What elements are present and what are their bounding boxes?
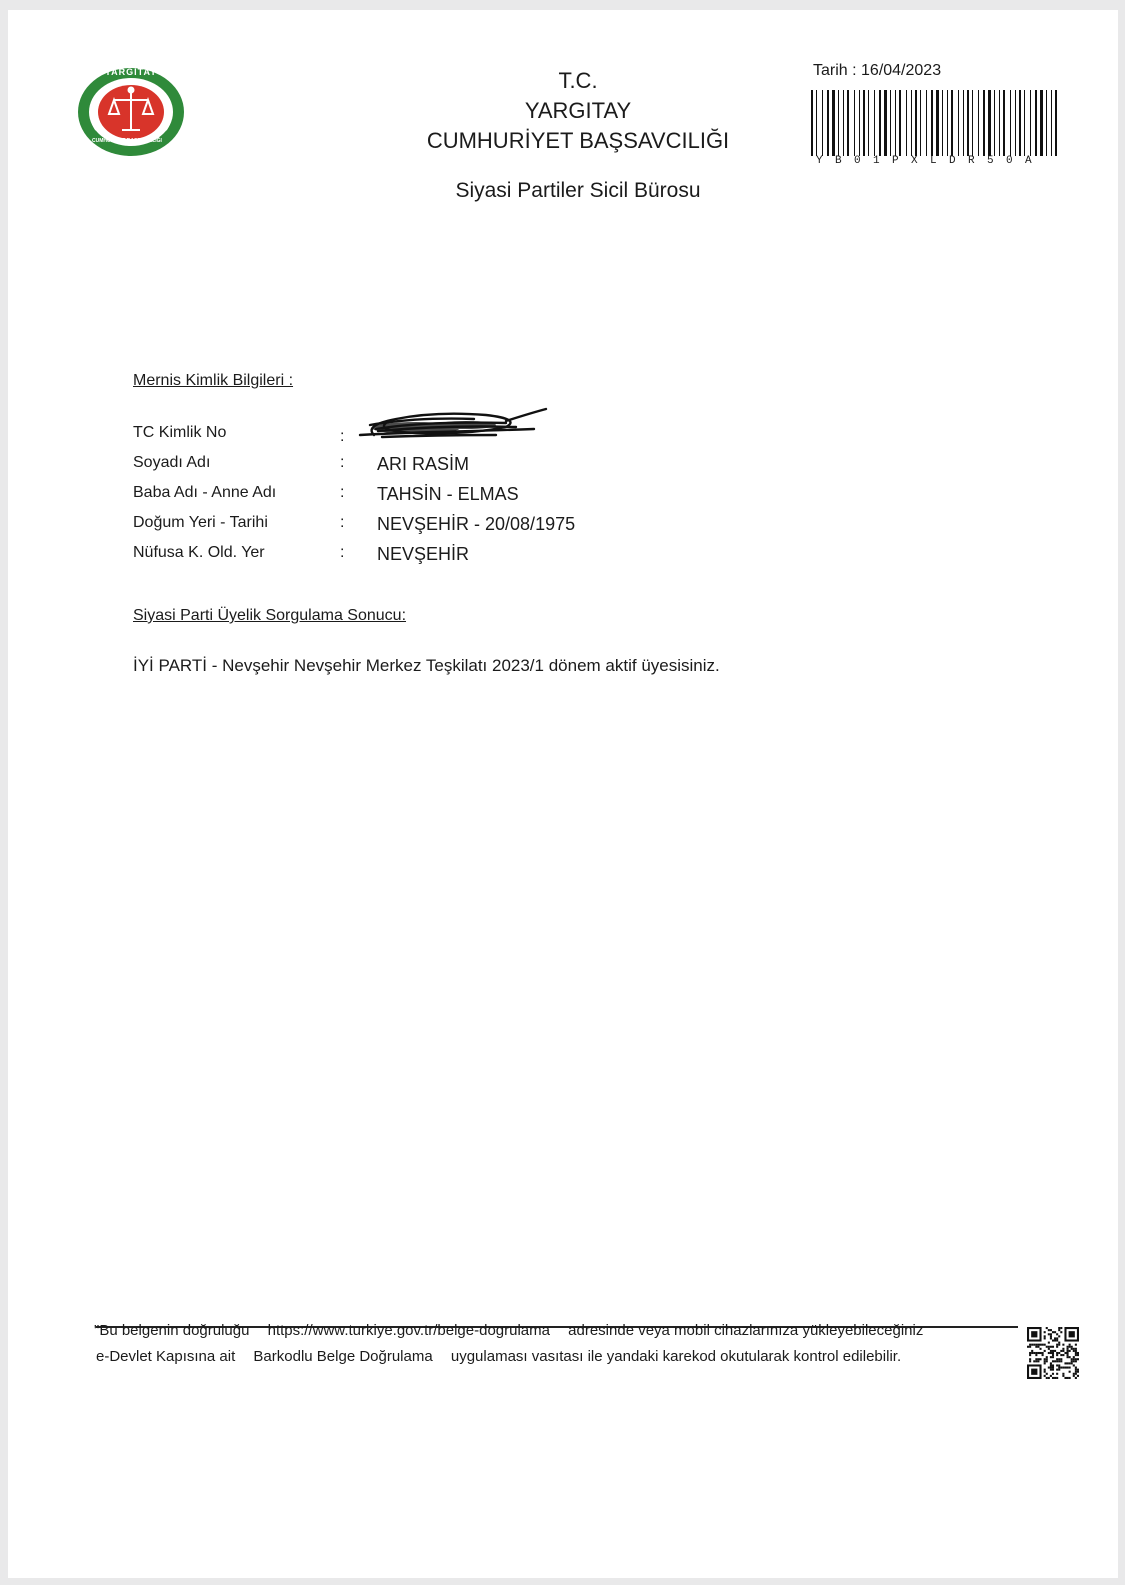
qr-module [1071,1360,1073,1362]
barcode-bar [899,90,901,156]
qr-module [1075,1377,1077,1379]
qr-module [1075,1350,1077,1352]
qr-module [1073,1358,1075,1360]
qr-module [1035,1352,1037,1354]
qr-module [1069,1344,1071,1346]
qr-module [1060,1360,1062,1362]
qr-module [1031,1350,1033,1352]
field-value: NEVŞEHİR [377,544,470,564]
qr-module [1044,1335,1046,1337]
qr-module [1067,1354,1069,1356]
qr-module [1052,1331,1054,1333]
qr-module [1042,1352,1044,1354]
footer-line-1 [94,1322,937,1339]
qr-module [1029,1352,1031,1354]
qr-module [1035,1344,1037,1346]
qr-module [1067,1350,1069,1352]
qr-module [1037,1358,1039,1360]
qr-module [1052,1356,1054,1358]
footer-line-2 [96,1348,915,1365]
qr-module [1062,1350,1064,1352]
qr-module [1073,1348,1075,1350]
qr-module [1050,1346,1052,1348]
qr-module [1056,1346,1058,1348]
qr-module [1062,1344,1064,1346]
field-label: Nüfusa K. Old. Yer [133,544,265,561]
qr-module [1044,1358,1046,1360]
qr-module [1044,1371,1046,1373]
qr-module [1058,1335,1060,1337]
qr-module [1031,1352,1033,1354]
qr-module [1054,1350,1056,1352]
barcode-bar [863,90,865,156]
qr-module [1054,1360,1056,1362]
qr-module [1050,1329,1052,1331]
field-colon: : [340,484,345,501]
redaction-scribble [356,405,551,447]
qr-module [1071,1346,1073,1348]
qr-module [1067,1348,1069,1350]
qr-module [1067,1356,1069,1358]
barcode [811,90,1057,158]
field-colon: : [340,544,345,561]
barcode-bar [947,90,948,156]
barcode-bar [967,90,969,156]
footer-text: uygulaması vasıtası ile yandaki karekod okutularak kontrol edilebilir. [450,1348,902,1365]
qr-module [1048,1348,1050,1350]
field-label: Doğum Yeri - Tarihi [133,514,268,531]
qr-module [1044,1331,1046,1333]
barcode-bar [868,90,869,156]
qr-module [1058,1360,1060,1362]
qr-module [1069,1362,1071,1364]
qr-module [1048,1333,1050,1335]
qr-module [1054,1331,1056,1333]
barcode-bar [936,90,939,156]
qr-module [1050,1369,1052,1371]
qr-module [1027,1346,1029,1348]
barcode-bar [1051,90,1052,156]
qr-module [1031,1344,1033,1346]
footer-text: adresinde veya mobil cihazlarınıza yükleyebileceğiniz [568,1322,924,1339]
document-date: Tarih : 16/04/2023 [813,62,942,79]
qr-module [1048,1329,1050,1331]
field-dogum-yeri-tarihi [133,510,833,540]
barcode-bar [1010,90,1011,156]
qr-module [1037,1360,1039,1362]
qr-module [1050,1350,1052,1352]
header-subtitle: Siyasi Partiler Sicil Bürosu [455,179,701,202]
barcode-bar [958,90,959,156]
barcode-bar [884,90,887,156]
qr-module [1050,1375,1052,1377]
qr-module [1048,1352,1050,1354]
qr-module [1067,1362,1069,1364]
field-colon: : [340,428,345,445]
qr-module [1064,1377,1066,1379]
qr-module [1050,1337,1052,1339]
barcode-bar [915,90,917,156]
qr-module [1077,1375,1079,1377]
qr-module [1058,1342,1060,1344]
yargitay-logo [76,66,186,158]
barcode-bar [1015,90,1016,156]
qr-module [1050,1356,1052,1358]
qr-module [1048,1377,1050,1379]
barcode-bar [951,90,953,156]
qr-module [1056,1358,1058,1360]
barcode-bar [811,90,813,156]
qr-module [1058,1358,1060,1360]
qr-module [1044,1350,1046,1352]
identity-section-title: Mernis Kimlik Bilgileri : [133,372,294,389]
qr-module [1073,1360,1075,1362]
barcode-bar [1019,90,1021,156]
qr-module [1060,1331,1062,1333]
qr-module [1075,1358,1077,1360]
qr-module [1050,1364,1052,1366]
barcode-bar [1024,90,1025,156]
qr-module [1029,1346,1031,1348]
barcode-bar [911,90,912,156]
qr-module [1069,1371,1071,1373]
qr-module [1062,1348,1064,1350]
qr-module [1060,1350,1062,1352]
header-tc: T.C. [558,68,598,93]
barcode-bar [895,90,896,156]
qr-module [1069,1331,1075,1337]
qr-module [1035,1354,1037,1356]
barcode-bar [843,90,844,156]
qr-module [1077,1369,1079,1371]
membership-section-title: Siyasi Parti Üyelik Sorgulama Sonucu: [133,607,407,624]
qr-module [1048,1367,1050,1369]
qr-module [1052,1367,1054,1369]
field-label: TC Kimlik No [133,424,227,441]
barcode-bar [847,90,849,156]
qr-module [1060,1327,1062,1329]
qr-module [1069,1356,1071,1358]
qr-module [1048,1346,1050,1348]
qr-module [1071,1362,1073,1364]
qr-module [1054,1377,1056,1379]
barcode-bar [816,90,817,156]
qr-module [1039,1348,1041,1350]
field-colon: : [340,454,345,471]
qr-module [1064,1367,1066,1369]
field-value: ARI RASİM [377,454,470,474]
barcode-bar [983,90,985,156]
qr-module [1050,1352,1052,1354]
qr-module [1077,1354,1079,1356]
qr-module [1060,1358,1062,1360]
barcode-bar [1030,90,1031,156]
qr-module [1069,1367,1071,1369]
qr-module [1071,1348,1073,1350]
qr-module [1044,1337,1046,1339]
qr-module [1075,1344,1077,1346]
field-nufusa-kayitli-yer [133,540,833,570]
qr-module [1062,1375,1064,1377]
qr-module [1031,1331,1037,1337]
qr-module [1060,1354,1062,1356]
qr-module [1075,1369,1077,1371]
barcode-bar [1040,90,1043,156]
field-label: Baba Adı - Anne Adı [133,484,277,501]
qr-module [1029,1358,1031,1360]
qr-module [1069,1350,1071,1352]
qr-module [1050,1362,1052,1364]
barcode-bar [1003,90,1005,156]
qr-module [1075,1348,1077,1350]
barcode-bar [1055,90,1057,156]
qr-module [1056,1373,1058,1375]
qr-module [1052,1369,1054,1371]
qr-module [1029,1344,1031,1346]
qr-module [1054,1339,1056,1341]
qr-module [1077,1371,1079,1373]
qr-module [1056,1352,1058,1354]
qr-module [1075,1354,1077,1356]
qr-module [1044,1362,1046,1364]
qr-module [1077,1358,1079,1360]
qr-module [1052,1360,1054,1362]
qr-module [1050,1335,1052,1337]
qr-module [1058,1329,1060,1331]
qr-module [1064,1362,1066,1364]
qr-module [1073,1375,1075,1377]
qr-module [1046,1360,1048,1362]
footer-text: "Bu belgenin doğruluğu [94,1322,250,1339]
qr-module [1033,1352,1035,1354]
qr-module [1077,1352,1079,1354]
qr-module [1069,1346,1071,1348]
logo-bottom-text: CUMHURİYET BAŞSAVCILIĞI [92,138,162,144]
qr-module [1052,1350,1054,1352]
qr-module [1052,1339,1054,1341]
qr-module [1073,1373,1075,1375]
qr-module [1037,1344,1039,1346]
qr-module [1044,1369,1046,1371]
qr-module [1067,1352,1069,1354]
qr-module [1046,1356,1048,1358]
qr-module [1050,1367,1052,1369]
qr-module [1056,1377,1058,1379]
qr-module [1056,1337,1058,1339]
qr-module [1062,1354,1064,1356]
qr-module [1037,1346,1039,1348]
qr-module [1058,1364,1060,1366]
qr-module [1042,1344,1044,1346]
qr-module [1052,1346,1054,1348]
qr-module [1067,1377,1069,1379]
footer-text: e-Devlet Kapısına ait [96,1348,236,1365]
qr-module [1058,1367,1060,1369]
header-basavcilik: CUMHURİYET BAŞSAVCILIĞI [426,128,730,153]
qr-module [1056,1354,1058,1356]
qr-module [1033,1360,1035,1362]
barcode-bar [931,90,933,156]
qr-module [1056,1369,1058,1371]
qr-module [1035,1358,1037,1360]
barcode-bar [988,90,991,156]
qr-module [1046,1358,1048,1360]
qr-module [1033,1344,1035,1346]
field-label: Soyadı Adı [133,454,211,471]
qr-module [1062,1373,1064,1375]
barcode-bar [942,90,943,156]
qr-module [1058,1352,1060,1354]
qr-module [1029,1360,1031,1362]
qr-module [1075,1360,1077,1362]
qr-module [1075,1371,1077,1373]
qr-module [1042,1354,1044,1356]
qr-module [1039,1358,1041,1360]
field-colon: : [340,514,345,531]
field-soyadi-adi [133,450,833,480]
qr-module [1056,1339,1058,1341]
footer-text: Barkodlu Belge Doğrulama [253,1348,433,1365]
barcode-bar [890,90,891,156]
qr-module [1054,1337,1056,1339]
header-yargitay: YARGITAY [524,98,632,123]
barcode-bar [822,90,823,156]
barcode-bar [859,90,860,156]
barcode-bar [926,90,927,156]
qr-module [1031,1369,1037,1375]
qr-module [1073,1364,1075,1366]
barcode-bar [1046,90,1047,156]
qr-module [1044,1375,1046,1377]
barcode-bar [978,90,979,156]
qr-module [1069,1377,1071,1379]
qr-module [1058,1327,1060,1329]
qr-module [1052,1373,1054,1375]
qr-module [1073,1356,1075,1358]
qr-module [1050,1333,1052,1335]
qr-module [1067,1346,1069,1348]
barcode-bar [972,90,973,156]
qr-module [1052,1354,1054,1356]
qr-module [1052,1377,1054,1379]
qr-module [1075,1373,1077,1375]
qr-module [1067,1367,1069,1369]
qr-module [1062,1367,1064,1369]
qr-module [1052,1364,1054,1366]
barcode-bar [827,90,829,156]
qr-module [1075,1352,1077,1354]
qr-module [1046,1377,1048,1379]
qr-module [1035,1360,1037,1362]
barcode-bar [920,90,921,156]
qr-module [1075,1367,1077,1369]
qr-module [1044,1344,1046,1346]
qr-module [1058,1369,1060,1371]
qr-module [1056,1364,1058,1366]
barcode-bar [999,90,1000,156]
field-value: NEVŞEHİR - 20/08/1975 [377,514,576,534]
document-page [8,10,1118,1578]
barcode-bar [1035,90,1037,156]
qr-module [1052,1352,1054,1354]
barcode-bar [994,90,995,156]
qr-module [1056,1344,1058,1346]
qr-module [1071,1358,1073,1360]
verification-url[interactable]: https://www.turkiye.gov.tr/belge-dogrulama [267,1322,550,1339]
barcode-bar [906,90,907,156]
qr-code[interactable] [1027,1327,1079,1379]
qr-module [1064,1352,1066,1354]
logo-top-text: YARGITAY [105,67,158,77]
qr-module [1056,1333,1058,1335]
barcode-bar [874,90,875,156]
qr-module [1029,1354,1031,1356]
qr-module [1046,1346,1048,1348]
barcode-bar [838,90,839,156]
document-header [388,66,768,206]
qr-module [1060,1367,1062,1369]
qr-module [1046,1373,1048,1375]
barcode-bar [963,90,964,156]
barcode-bar [879,90,881,156]
membership-result: İYİ PARTİ - Nevşehir Nevşehir Merkez Teşkilatı 2023/1 dönem aktif üyesisiniz. [133,656,720,675]
qr-module [1035,1346,1037,1348]
qr-module [1037,1352,1039,1354]
qr-module [1058,1344,1060,1346]
qr-module [1039,1352,1041,1354]
field-value: TAHSİN - ELMAS [377,484,519,504]
qr-module [1056,1360,1058,1362]
qr-module [1048,1342,1050,1344]
barcode-code: YB01PXLDR50A [816,155,1045,167]
barcode-bar [832,90,835,156]
qr-module [1044,1360,1046,1362]
qr-module [1039,1344,1041,1346]
qr-module [1046,1327,1048,1329]
qr-module [1073,1350,1075,1352]
barcode-bar [854,90,855,156]
field-baba-anne-adi [133,480,833,510]
